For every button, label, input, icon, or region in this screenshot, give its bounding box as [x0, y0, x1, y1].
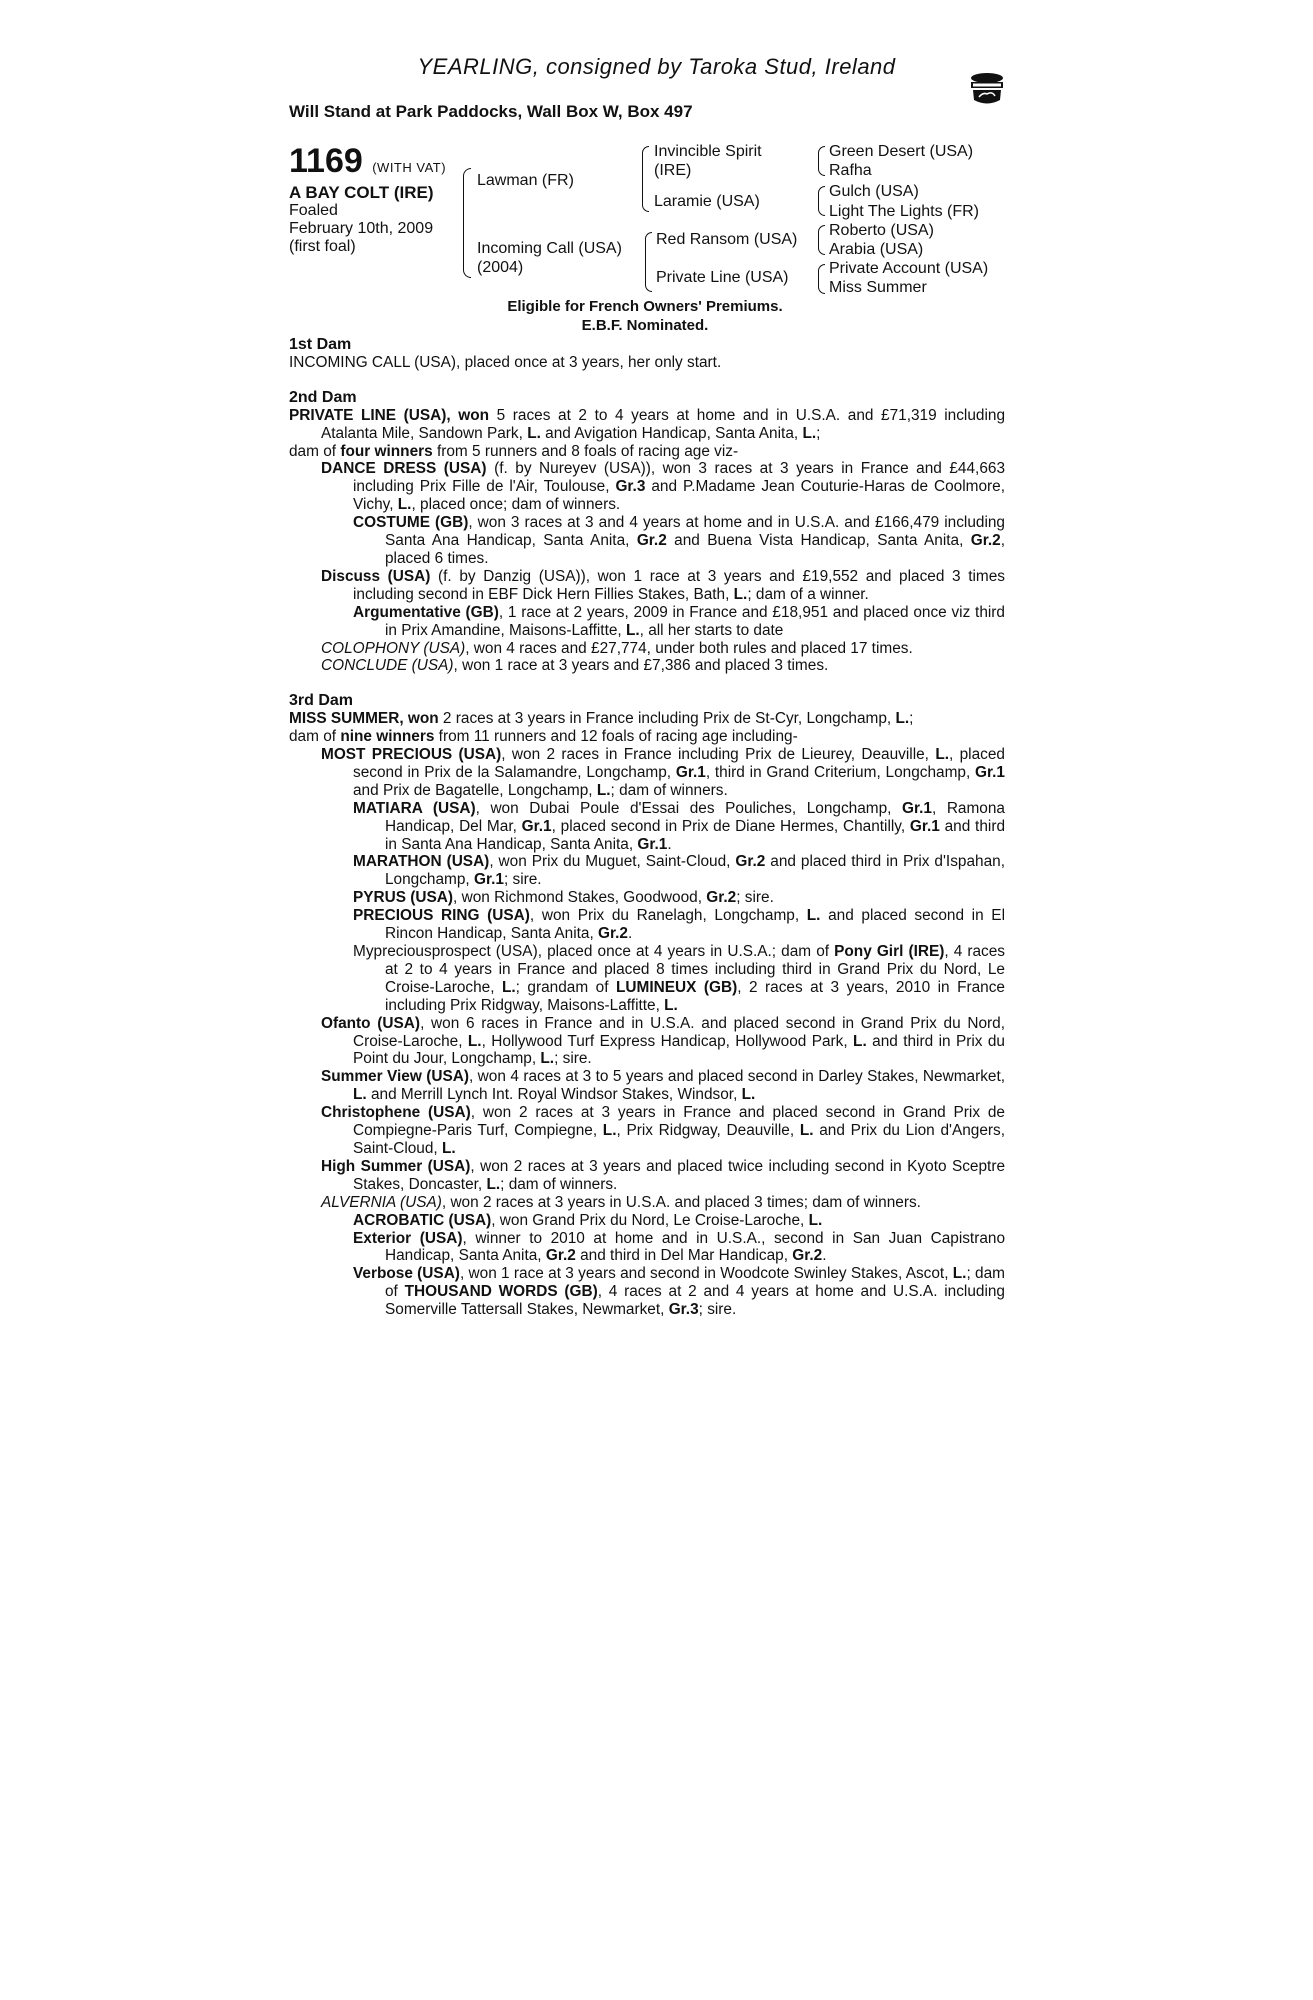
- pedigree-gen3-1: Green Desert (USA): [829, 143, 974, 160]
- produce-entry: High Summer (USA), won 2 races at 3 years and placed twice including second in Kyoto Sceptre Stakes, Doncaster, L.; dam of winners.: [321, 1157, 1006, 1193]
- third-dam-text: MISS SUMMER, won 2 races at 3 years in France including Prix de St-Cyr, Longchamp, L.;: [289, 710, 914, 728]
- pedigree-gen3-4: Light The Lights (FR): [829, 203, 979, 220]
- second-dam-produce-summary: [289, 443, 1005, 461]
- pedigree-brace: [818, 146, 825, 176]
- pedigree-sire-dam: Laramie (USA): [654, 193, 760, 210]
- pedigree-brace: [645, 232, 652, 292]
- horse-name: A BAY COLT (IRE): [289, 183, 434, 202]
- eligibility-line: Eligible for French Owners' Premiums.: [507, 298, 783, 315]
- dam-of: dam of: [289, 728, 341, 746]
- race-text: ;: [909, 710, 914, 728]
- stud-logo-icon: [967, 70, 1007, 108]
- produce-entry: MOST PRECIOUS (USA), won 2 races in France including Prix de Lieurey, Deauville, L., placed second in Prix de la Salamandre, Longchamp, Gr.1, third in Grand Criterium, Longchamp, Gr.1 and Prix de Bagatelle, Longchamp, L.; dam of winners.: [321, 746, 1005, 799]
- second-dam-text: PRIVATE LINE (USA), won 5 races at 2 to 4 years at home and in U.S.A. and £71,319 including Atalanta Mile, Sandown Park, L. and Avigation Handicap, Santa Anita, L.;: [289, 406, 1005, 442]
- catalogue-body: [289, 336, 1005, 1319]
- race-text: from 11 runners and 12 foals of racing age including-: [434, 728, 798, 746]
- first-dam-text: INCOMING CALL (USA), placed once at 3 years, her only start.: [289, 353, 722, 371]
- produce-entry: COLOPHONY (USA), won 4 races and £27,774, under both rules and placed 17 times.: [321, 639, 913, 657]
- produce-entry: ALVERNIA (USA), won 2 races at 3 years in U.S.A. and placed 3 times; dam of winners.: [321, 1193, 921, 1211]
- second-dam-name: PRIVATE LINE (USA): [289, 406, 447, 424]
- pedigree-sire-sire: Invincible Spirit: [654, 143, 762, 160]
- pedigree-brace: [818, 264, 825, 294]
- listed-mark: L.: [802, 424, 817, 442]
- won-word: won: [407, 710, 439, 728]
- third-dam-produce-summary: [289, 728, 1005, 746]
- race-text: 2 races at 3 years in France including Prix de St-Cyr, Longchamp,: [438, 710, 896, 728]
- pedigree-gen3-2: Rafha: [829, 162, 872, 179]
- produce-entry: Argumentative (GB), 1 race at 2 years, 2009 in France and £18,951 and placed once viz third in Prix Amandine, Maisons-Laffitte, L., all her starts to date: [353, 603, 1005, 639]
- race-text: 5 races at 2 to 4 years at home and in U.S.A. and £71,319 including Atalanta Mile, Sandown Park,: [321, 406, 1005, 442]
- produce-entry: CONCLUDE (USA), won 1 race at 3 years and £7,386 and placed 3 times.: [321, 657, 829, 675]
- produce-entry: Ofanto (USA), won 6 races in France and in U.S.A. and placed second in Grand Prix du Nord, Croise-Laroche, L., Hollywood Turf Express Handicap, Hollywood Park, L. and third in Prix du Point du Jour, Longchamp, L.; sire.: [321, 1014, 1005, 1068]
- pedigree-sire: Lawman (FR): [477, 172, 574, 189]
- produce-entry: DANCE DRESS (USA) (f. by Nureyev (USA)), won 3 races at 3 years in France and £44,663 including Prix Fille de l'Air, Toulouse, Gr.3 and P.Madame Jean Couturie-Haras de Coolmore, Vichy, L., placed once; dam of winners.: [321, 460, 1006, 514]
- produce-entry: ACROBATIC (USA), won Grand Prix du Nord, Le Croise-Laroche, L.: [353, 1211, 823, 1229]
- produce-entry: MATIARA (USA), won Dubai Poule d'Essai des Pouliches, Longchamp, Gr.1, Ramona Handicap, Del Mar, Gr.1, placed second in Prix de Diane Hermes, Chantilly, Gr.1 and third in Santa Ana Handicap, Santa Anita, Gr.1.: [353, 799, 1005, 853]
- produce-entry: Exterior (USA), winner to 2010 at home and in U.S.A., second in San Juan Capistrano Handicap, Santa Anita, Gr.2 and third in Del Mar Handicap, Gr.2.: [353, 1229, 1006, 1265]
- third-dam-name: MISS SUMMER: [289, 710, 400, 728]
- first-dam-heading: 1st Dam: [289, 336, 352, 353]
- race-text: ;: [816, 424, 821, 442]
- page-title: YEARLING, consigned by Taroka Stud, Ireland: [417, 54, 896, 79]
- produce-entry: Verbose (USA), won 1 race at 3 years and second in Woodcote Swinley Stakes, Ascot, L.; dam of THOUSAND WORDS (GB), 4 races at 2 and 4 years at home and U.S.A. including Somerville Tattersall Stakes, Newmarket, Gr.3; sire.: [353, 1265, 1005, 1319]
- produce-entry: MARATHON (USA), won Prix du Muguet, Saint-Cloud, Gr.2 and placed third in Prix d'Ispahan, Longchamp, Gr.1; sire.: [353, 853, 1005, 889]
- foaled-label: Foaled: [289, 202, 338, 219]
- pedigree-brace: [642, 146, 649, 212]
- foaled-info: [289, 202, 433, 256]
- produce-entry: Summer View (USA), won 4 races at 3 to 5 years and placed second in Darley Stakes, Newmarket, L. and Merrill Lynch Int. Royal Windsor Stakes, Windsor, L.: [321, 1068, 1006, 1104]
- third-dam-heading: 3rd Dam: [289, 692, 354, 710]
- listed-mark: L.: [895, 710, 910, 728]
- pedigree-brace: [818, 225, 825, 255]
- pedigree-dam-sire: Red Ransom (USA): [656, 231, 798, 248]
- dam-of: dam of: [289, 442, 341, 460]
- pedigree-brace: [463, 168, 471, 278]
- won-word: won: [458, 406, 490, 424]
- pedigree-gen3-5: Roberto (USA): [829, 222, 934, 239]
- stand-location: Will Stand at Park Paddocks, Wall Box W, Box 497: [289, 102, 693, 121]
- pedigree-gen3-3: Gulch (USA): [829, 183, 919, 200]
- race-text: and Avigation Handicap, Santa Anita,: [540, 424, 803, 442]
- second-dam-heading: 2nd Dam: [289, 388, 357, 406]
- ebf-line: E.B.F. Nominated.: [581, 317, 709, 334]
- eligibility-notes: [0, 297, 1290, 335]
- pedigree-brace: [818, 186, 825, 216]
- produce-entry: Christophene (USA), won 2 races at 3 years in France and placed second in Grand Prix de Compiegne-Paris Turf, Compiegne, L., Prix Ridgway, Deauville, L. and Prix du Lion d'Angers, Saint-Cloud, L.: [321, 1104, 1005, 1157]
- pedigree-dam-year: (2004): [477, 259, 524, 276]
- vat-note: (WITH VAT): [372, 160, 447, 175]
- lot-number-value: 1169: [289, 142, 363, 180]
- winners-count: four winners: [340, 442, 433, 460]
- listed-mark: L.: [527, 424, 541, 442]
- pedigree-gen3-6: Arabia (USA): [829, 241, 924, 258]
- produce-entry: Discuss (USA) (f. by Danzig (USA)), won 1 race at 3 years and £19,552 and placed 3 times including second in EBF Dick Hern Fillies Stakes, Bath, L.; dam of a winner.: [321, 567, 1005, 603]
- winners-count: nine winners: [340, 728, 435, 746]
- lot-number: [289, 144, 446, 185]
- produce-entry: COSTUME (GB), won 3 races at 3 and 4 years at home and in U.S.A. and £166,479 including Santa Ana Handicap, Santa Anita, Gr.2 and Buena Vista Handicap, Santa Anita, Gr.2, placed 6 times.: [353, 514, 1005, 567]
- produce-entry: Mypreciousprospect (USA), placed once at 4 years in U.S.A.; dam of Pony Girl (IRE), 4 races at 2 to 4 years in France and placed 8 times including third in Grand Prix du Nord, Le Croise-Laroche, L.; grandam of LUMINEUX (GB), 2 races at 3 years, 2010 in France including Prix Ridgway, Maisons-Laffitte, L.: [353, 943, 1006, 1014]
- foaled-date: February 10th, 2009: [289, 220, 434, 237]
- produce-entry: PYRUS (USA), won Richmond Stakes, Goodwood, Gr.2; sire.: [353, 889, 774, 907]
- pedigree-dam-dam: Private Line (USA): [656, 269, 789, 286]
- pedigree-gen3-8: Miss Summer: [829, 279, 927, 296]
- pedigree-dam: Incoming Call (USA): [477, 240, 622, 257]
- pedigree-sire-sire-suffix: (IRE): [654, 162, 692, 179]
- race-text: from 5 runners and 8 foals of racing age viz-: [432, 442, 739, 460]
- pedigree-gen3-7: Private Account (USA): [829, 260, 989, 277]
- produce-entry: PRECIOUS RING (USA), won Prix du Ranelagh, Longchamp, L. and placed second in El Rincon Handicap, Santa Anita, Gr.2.: [353, 907, 1005, 943]
- foal-note: (first foal): [289, 238, 356, 255]
